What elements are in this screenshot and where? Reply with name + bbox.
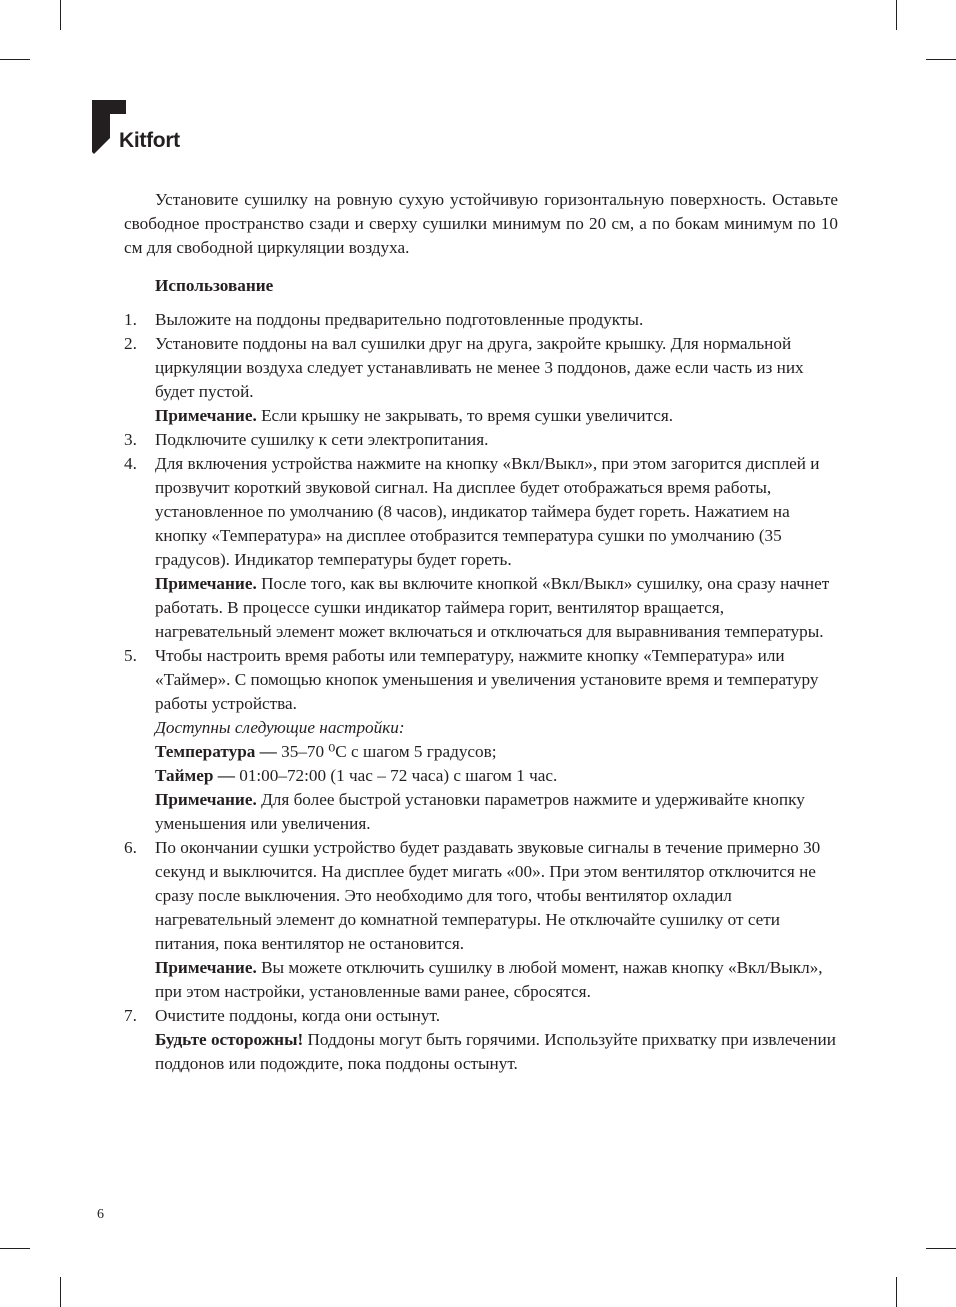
note-text: Если крышку не закрывать, то время сушки увеличится. — [256, 406, 674, 425]
step-number: 5. — [124, 646, 137, 665]
step-note — [155, 956, 838, 1004]
crop-mark-top-left-h — [0, 59, 30, 60]
note-text: Вы можете отключить сушилку в любой момент, нажав кнопку «Вкл/Выкл», при этом настройки, установленные вами ранее, сбросятся. — [155, 958, 823, 1001]
usage-steps — [124, 308, 838, 1076]
crop-mark-bottom-right-v — [896, 1277, 897, 1307]
step-text: Установите поддоны на вал сушилки друг на друга, закройте крышку. Для нормальной циркуляции воздуха следует устанавливать не менее 3 поддонов, даже если часть из них будет пустой. — [155, 334, 804, 401]
note-label: Примечание. — [155, 574, 257, 593]
setting-temperature — [155, 740, 838, 764]
note-text: После того, как вы включите кнопкой «Вкл/Выкл» сушилку, она сразу начнет работать. В процессе сушки индикатор таймера горит, вентилятор вращается, нагревательный элемент может включаться и отключаться для выравнивания температуры. — [155, 574, 830, 641]
intro-paragraph: Установите сушилку на ровную сухую устойчивую горизонтальную поверхность. Оставьте свободное пространство сзади и сверху сушилки минимум по 20 см, а по бокам минимум по 10 см для свободной циркуляции воздуха. — [124, 190, 838, 257]
step-number: 3. — [124, 430, 137, 449]
section-heading: Использование — [155, 276, 274, 295]
list-item — [124, 428, 838, 452]
list-item — [124, 308, 838, 332]
list-item — [124, 452, 838, 644]
crop-mark-top-right-h — [926, 59, 956, 60]
step-note — [155, 788, 838, 836]
page-number: 6 — [97, 1207, 104, 1222]
step-text: Очистите поддоны, когда они остынут. — [155, 1006, 440, 1025]
document-body — [124, 188, 838, 1076]
step-note — [155, 572, 838, 644]
step-number: 1. — [124, 310, 137, 329]
crop-mark-top-left-v — [60, 0, 61, 30]
step-text: По окончании сушки устройство будет раздавать звуковые сигналы в течение примерно 30 секунд и выключится. На дисплее будет мигать «00». При этом вентилятор отключится не сразу после выключения. Это необходимо для того, чтобы вентилятор охладил нагревательный элемент до комнатной температуры. Не отключайте сушилку от сети питания, пока вентилятор не остановится. — [155, 838, 821, 953]
setting-label: Температура — — [155, 742, 277, 761]
note-text: Для более быстрой установки параметров нажмите и удерживайте кнопку уменьшения или увеличения. — [155, 790, 805, 833]
step-note — [155, 404, 838, 428]
step-text: Подключите сушилку к сети электропитания. — [155, 430, 489, 449]
note-label: Примечание. — [155, 958, 257, 977]
list-item — [124, 644, 838, 836]
step-number: 7. — [124, 1006, 137, 1025]
step-text: Чтобы настроить время работы или температуру, нажмите кнопку «Температура» или «Таймер». С помощью кнопок уменьшения и увеличения установите время и температуру работы устройства. — [155, 646, 819, 713]
crop-mark-bottom-left-v — [60, 1277, 61, 1307]
warning-text: Поддоны могут быть горячими. Используйте прихватку при извлечении поддонов или подождите, пока поддоны остынут. — [155, 1030, 836, 1073]
setting-value: 35–70 ⁰С с шагом 5 градусов; — [276, 742, 497, 761]
step-text: Выложите на поддоны предварительно подготовленные продукты. — [155, 310, 644, 329]
list-item — [124, 332, 838, 428]
note-label: Примечание. — [155, 790, 257, 809]
brand-name: Kitfort — [119, 129, 180, 152]
note-label: Примечание. — [155, 406, 257, 425]
setting-value: 01:00–72:00 (1 час – 72 часа) с шагом 1 час. — [234, 766, 558, 785]
crop-mark-bottom-left-h — [0, 1248, 30, 1249]
settings-intro: Доступны следующие настройки: — [155, 718, 405, 737]
warning-note — [155, 1028, 838, 1076]
step-number: 6. — [124, 838, 137, 857]
list-item — [124, 836, 838, 1004]
step-number: 4. — [124, 454, 137, 473]
warning-label: Будьте осторожны! — [155, 1030, 304, 1049]
kitfort-logo — [92, 100, 202, 156]
step-text: Для включения устройства нажмите на кнопку «Вкл/Выкл», при этом загорится дисплей и прозвучит короткий звуковой сигнал. На дисплее будет отображаться время работы, установленное по умолчанию (8 часов), индикатор таймера будет гореть. Нажатием на кнопку «Температура» на дисплее отобразится температура сушки по умолчанию (35 градусов). Индикатор температуры будет гореть. — [155, 454, 820, 569]
crop-mark-top-right-v — [896, 0, 897, 30]
step-number: 2. — [124, 334, 137, 353]
list-item — [124, 1004, 838, 1076]
setting-timer — [155, 764, 838, 788]
setting-label: Таймер — — [155, 766, 235, 785]
crop-mark-bottom-right-h — [926, 1248, 956, 1249]
